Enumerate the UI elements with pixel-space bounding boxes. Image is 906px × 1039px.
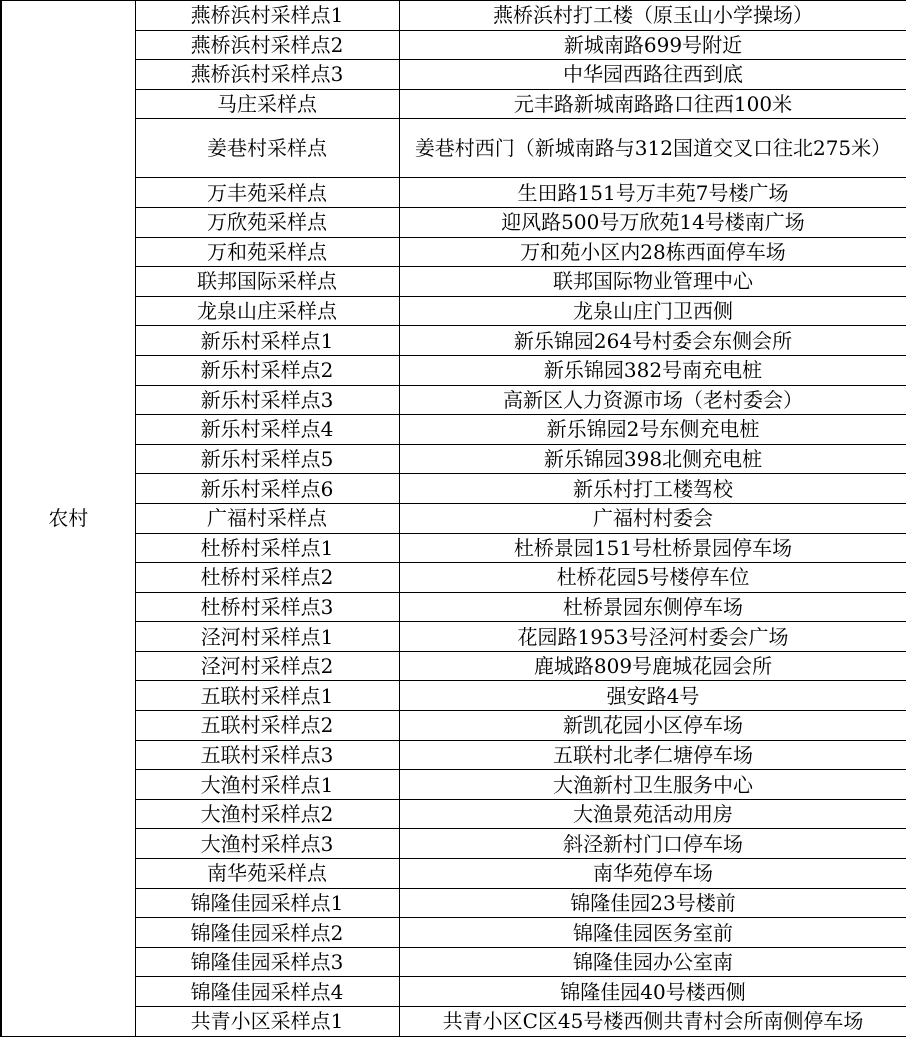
site-name-cell: 南华苑采样点	[135, 859, 399, 889]
table-row	[1, 770, 906, 800]
site-address-cell: 迎风路500号万欣苑14号楼南广场	[399, 207, 906, 237]
table-row	[1, 355, 906, 385]
site-name-cell: 万丰苑采样点	[135, 178, 399, 208]
site-address-cell: 高新区人力资源市场（老村委会）	[399, 385, 906, 415]
site-address-cell: 锦隆佳园医务室前	[399, 918, 906, 948]
site-name-cell: 新乐村采样点1	[135, 326, 399, 356]
area-category-cell: 农村	[1, 1, 135, 1037]
site-address-cell: 大渔新村卫生服务中心	[399, 770, 906, 800]
table-row	[1, 918, 906, 948]
site-address-cell: 杜桥花园5号楼停车位	[399, 563, 906, 593]
site-address-cell: 新乐村打工楼驾校	[399, 474, 906, 504]
site-name-cell: 大渔村采样点1	[135, 770, 399, 800]
site-address-cell: 共青小区C区45号楼西侧共青村会所南侧停车场	[399, 1007, 906, 1037]
site-name-cell: 杜桥村采样点2	[135, 563, 399, 593]
site-address-cell: 鹿城路809号鹿城花园会所	[399, 651, 906, 681]
sampling-sites-table-body	[1, 1, 906, 1037]
table-row	[1, 385, 906, 415]
site-address-cell: 南华苑停车场	[399, 859, 906, 889]
site-address-cell: 姜巷村西门（新城南路与312国道交叉口往北275米）	[399, 119, 906, 178]
site-name-cell: 新乐村采样点4	[135, 415, 399, 445]
site-name-cell: 燕桥浜村采样点2	[135, 30, 399, 60]
table-row	[1, 829, 906, 859]
table-row	[1, 415, 906, 445]
site-address-cell: 龙泉山庄门卫西侧	[399, 296, 906, 326]
site-address-cell: 中华园西路往西到底	[399, 60, 906, 90]
table-row	[1, 89, 906, 119]
table-row	[1, 296, 906, 326]
site-name-cell: 锦隆佳园采样点4	[135, 977, 399, 1007]
table-row	[1, 947, 906, 977]
site-address-cell: 新乐锦园2号东侧充电桩	[399, 415, 906, 445]
site-name-cell: 锦隆佳园采样点3	[135, 947, 399, 977]
site-name-cell: 广福村采样点	[135, 503, 399, 533]
table-row	[1, 799, 906, 829]
table-row	[1, 207, 906, 237]
table-row	[1, 30, 906, 60]
site-address-cell: 杜桥景园151号杜桥景园停车场	[399, 533, 906, 563]
site-address-cell: 生田路151号万丰苑7号楼广场	[399, 178, 906, 208]
table-row	[1, 178, 906, 208]
site-address-cell: 万和苑小区内28栋西面停车场	[399, 237, 906, 267]
site-address-cell: 大渔景苑活动用房	[399, 799, 906, 829]
table-row	[1, 740, 906, 770]
table-row	[1, 681, 906, 711]
site-name-cell: 马庄采样点	[135, 89, 399, 119]
site-name-cell: 杜桥村采样点3	[135, 592, 399, 622]
site-address-cell: 联邦国际物业管理中心	[399, 267, 906, 297]
table-row	[1, 60, 906, 90]
site-name-cell: 龙泉山庄采样点	[135, 296, 399, 326]
site-address-cell: 斜泾新村门口停车场	[399, 829, 906, 859]
site-address-cell: 新乐锦园382号南充电桩	[399, 355, 906, 385]
site-name-cell: 大渔村采样点2	[135, 799, 399, 829]
site-name-cell: 新乐村采样点2	[135, 355, 399, 385]
site-name-cell: 五联村采样点3	[135, 740, 399, 770]
table-row	[1, 326, 906, 356]
site-name-cell: 燕桥浜村采样点3	[135, 60, 399, 90]
site-name-cell: 燕桥浜村采样点1	[135, 1, 399, 31]
site-address-cell: 燕桥浜村打工楼（原玉山小学操场）	[399, 1, 906, 31]
table-row	[1, 622, 906, 652]
site-name-cell: 泾河村采样点1	[135, 622, 399, 652]
table-row	[1, 1007, 906, 1037]
site-address-cell: 新乐锦园264号村委会东侧会所	[399, 326, 906, 356]
site-address-cell: 锦隆佳园办公室南	[399, 947, 906, 977]
table-row	[1, 237, 906, 267]
site-address-cell: 五联村北孝仁塘停车场	[399, 740, 906, 770]
site-address-cell: 锦隆佳园23号楼前	[399, 888, 906, 918]
table-row	[1, 651, 906, 681]
table-row	[1, 888, 906, 918]
site-name-cell: 泾河村采样点2	[135, 651, 399, 681]
site-name-cell: 万和苑采样点	[135, 237, 399, 267]
site-address-cell: 新城南路699号附近	[399, 30, 906, 60]
site-address-cell: 花园路1953号泾河村委会广场	[399, 622, 906, 652]
table-row	[1, 711, 906, 741]
table-row	[1, 503, 906, 533]
site-address-cell: 广福村村委会	[399, 503, 906, 533]
site-name-cell: 新乐村采样点5	[135, 444, 399, 474]
table-row	[1, 859, 906, 889]
table-row	[1, 977, 906, 1007]
site-name-cell: 新乐村采样点6	[135, 474, 399, 504]
site-address-cell: 新乐锦园398北侧充电桩	[399, 444, 906, 474]
table-row	[1, 267, 906, 297]
site-address-cell: 杜桥景园东侧停车场	[399, 592, 906, 622]
table-row	[1, 563, 906, 593]
site-name-cell: 五联村采样点2	[135, 711, 399, 741]
table-row	[1, 474, 906, 504]
table-row	[1, 1, 906, 31]
site-name-cell: 五联村采样点1	[135, 681, 399, 711]
site-name-cell: 锦隆佳园采样点2	[135, 918, 399, 948]
site-name-cell: 大渔村采样点3	[135, 829, 399, 859]
site-address-cell: 锦隆佳园40号楼西侧	[399, 977, 906, 1007]
site-name-cell: 锦隆佳园采样点1	[135, 888, 399, 918]
site-name-cell: 共青小区采样点1	[135, 1007, 399, 1037]
site-address-cell: 新凯花园小区停车场	[399, 711, 906, 741]
table-row	[1, 533, 906, 563]
site-name-cell: 姜巷村采样点	[135, 119, 399, 178]
site-address-cell: 强安路4号	[399, 681, 906, 711]
table-row	[1, 592, 906, 622]
table-row	[1, 119, 906, 178]
site-address-cell: 元丰路新城南路路口往西100米	[399, 89, 906, 119]
site-name-cell: 杜桥村采样点1	[135, 533, 399, 563]
table-row	[1, 444, 906, 474]
site-name-cell: 新乐村采样点3	[135, 385, 399, 415]
site-name-cell: 联邦国际采样点	[135, 267, 399, 297]
site-name-cell: 万欣苑采样点	[135, 207, 399, 237]
